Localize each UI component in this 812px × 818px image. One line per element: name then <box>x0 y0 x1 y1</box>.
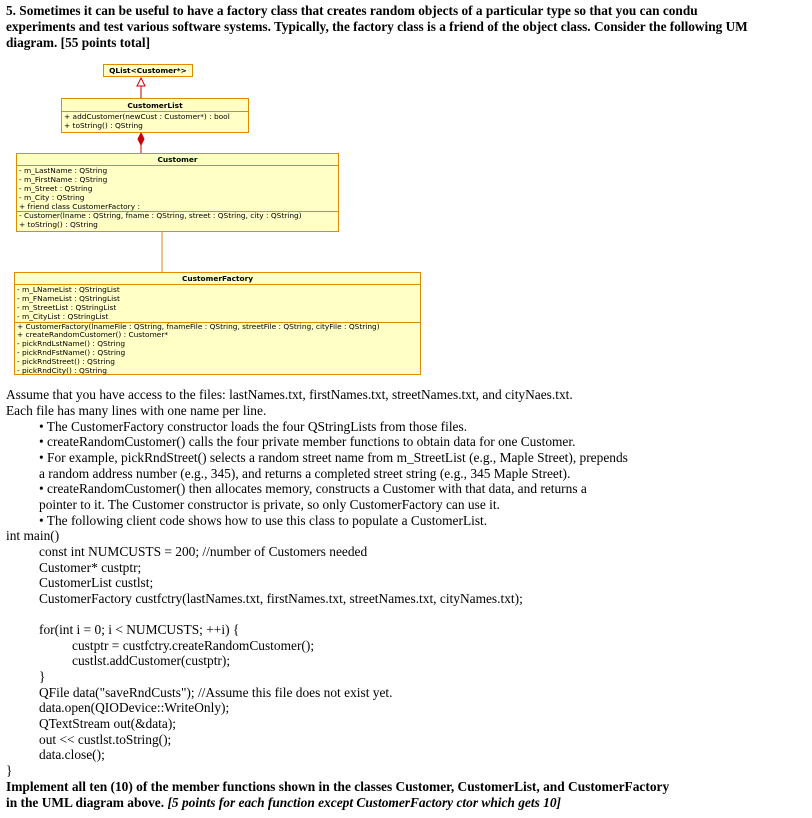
code-line: const int NUMCUSTS = 200; //number of Customers needed <box>39 544 368 559</box>
code-line: Customer* custptr; <box>39 560 142 575</box>
class-operation: + toString() : QString <box>19 220 98 230</box>
class-operation: - pickRndStreet() : QString <box>17 357 115 367</box>
bullet-item: • The following client code shows how to use this class to populate a CustomerList. <box>39 513 488 528</box>
code-line: data.close(); <box>39 747 105 762</box>
code-line: QTextStream out(&data); <box>39 716 177 731</box>
class-operation: - pickRndCity() : QString <box>17 366 107 376</box>
class-attribute: - m_Street : QString <box>19 183 93 193</box>
class-operation: - pickRndFstName() : QString <box>17 348 126 358</box>
class-name: Customer <box>157 155 198 164</box>
bullet-item: • The CustomerFactory constructor loads the four QStringLists from those files. <box>39 419 468 434</box>
code-line: QFile data("saveRndCusts"); //Assume this file does not exist yet. <box>39 685 393 700</box>
class-member: + toString() : QString <box>64 120 143 130</box>
code-line: } <box>6 763 13 778</box>
class-customerfactory <box>14 272 421 375</box>
instructions-line: Implement all ten (10) of the member functions shown in the classes Customer, CustomerList, and CustomerFactory <box>6 779 670 794</box>
class-name: CustomerFactory <box>181 274 254 283</box>
code-line: data.open(QIODevice::WriteOnly); <box>39 700 230 715</box>
question-line: experiments and test various software systems. Typically, the factory class is a friend of the object class. Consider the following UM <box>6 19 748 34</box>
bullet-item-continued: pointer to it. The Customer constructor is private, so only CustomerFactory can use it. <box>39 497 500 512</box>
class-attribute: + friend class CustomerFactory : <box>19 201 140 211</box>
class-attribute: - m_LastName : QString <box>19 166 108 175</box>
class-operation: + createRandomCustomer() : Customer* <box>17 330 169 340</box>
class-operation: - Customer(lname : QString, fname : QString, street : QString, city : QString) <box>19 211 302 221</box>
body-paragraph: Each file has many lines with one name per line. <box>6 403 267 418</box>
class-member: + addCustomer(newCust : Customer*) : bool <box>64 112 230 121</box>
question-line: diagram. [55 points total] <box>6 35 151 50</box>
class-attribute: - m_LNameList : QStringList <box>17 285 120 294</box>
bullet-item: • createRandomCustomer() then allocates memory, constructs a Customer with that data, and returns a <box>39 481 587 496</box>
class-name: CustomerList <box>127 101 183 110</box>
bullet-item-continued: a random address number (e.g., 345), and returns a completed street string (e.g., 345 Maple Street). <box>39 466 571 481</box>
class-attribute: - m_City : QString <box>19 192 85 202</box>
code-line: custlst.addCustomer(custptr); <box>72 653 231 668</box>
code-line: } <box>39 669 46 684</box>
class-operation: - pickRndLstName() : QString <box>17 339 126 349</box>
class-attribute: - m_StreetList : QStringList <box>17 302 117 312</box>
generalization-arrowhead <box>137 78 145 86</box>
class-operation: + CustomerFactory(lnameFile : QString, fnameFile : QString, streetFile : QString, cityFile : QString) <box>17 321 380 331</box>
instructions-line <box>6 795 561 811</box>
class-attribute: - m_FirstName : QString <box>19 174 108 184</box>
code-line: for(int i = 0; i < NUMCUSTS; ++i) { <box>39 622 240 637</box>
aggregation-diamond <box>138 133 144 145</box>
class-customerlist <box>61 98 249 133</box>
bullet-item: • createRandomCustomer() calls the four private member functions to obtain data for one Customer. <box>39 434 576 449</box>
class-attribute: - m_CityList : QStringList <box>17 311 109 321</box>
class-attribute: - m_FNameList : QStringList <box>17 293 120 303</box>
points-note: [5 points for each function except CustomerFactory ctor which gets 10] <box>167 795 561 810</box>
template-class-qlist: QList<Customer*> <box>103 64 193 77</box>
code-line: CustomerList custlst; <box>39 575 154 590</box>
class-customer <box>16 153 339 232</box>
code-line: int main() <box>6 528 60 543</box>
instructions-text: in the UML diagram above. <box>6 795 165 810</box>
body-paragraph: Assume that you have access to the files: lastNames.txt, firstNames.txt, streetNames.txt, and cityNaes.txt. <box>6 387 573 402</box>
code-line: out << custlst.toString(); <box>39 732 172 747</box>
code-line: custptr = custfctry.createRandomCustomer(); <box>72 638 315 653</box>
code-line: CustomerFactory custfctry(lastNames.txt, firstNames.txt, streetNames.txt, cityNames.txt); <box>39 591 523 606</box>
bullet-item: • For example, pickRndStreet() selects a random street name from m_StreetList (e.g., Maple Street), prepends <box>39 450 628 465</box>
question-line: 5. Sometimes it can be useful to have a factory class that creates random objects of a particular type so that you can condu <box>6 3 698 18</box>
